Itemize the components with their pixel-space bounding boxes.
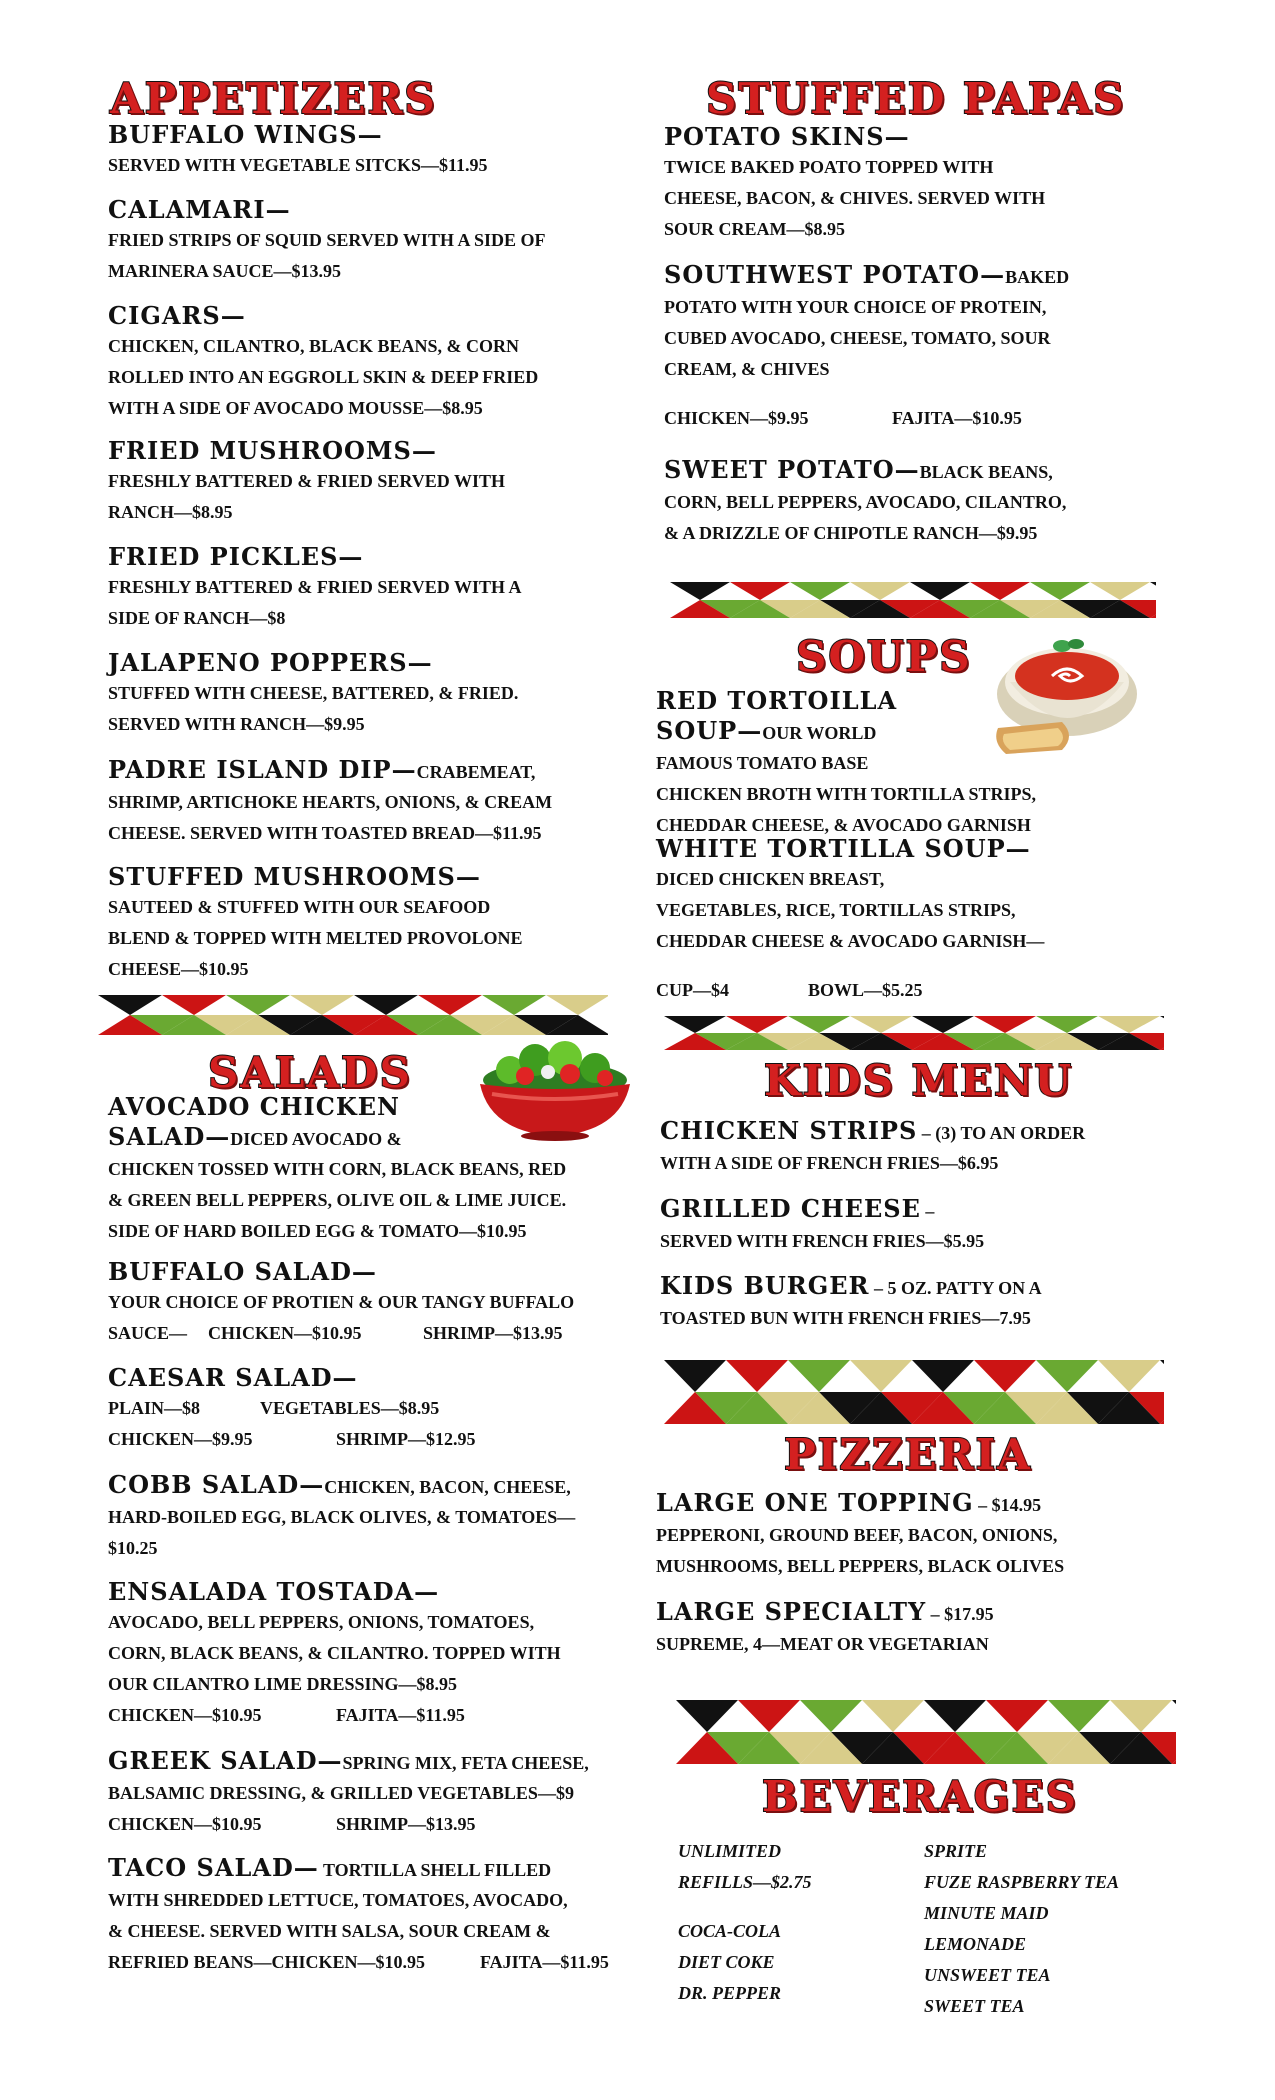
item-name: RED TORTOILLA SOUP—OUR WORLD <box>656 686 898 745</box>
beverage-list-left <box>678 1836 918 2009</box>
item-name: CALAMARI— <box>108 195 291 224</box>
beverage-item: SWEET TEA <box>924 1996 1025 2016</box>
item-inline-desc: BAKED <box>1005 267 1070 287</box>
menu-item <box>108 195 628 287</box>
item-desc: DICED CHICKEN BREAST, VEGETABLES, RICE, TORTILLAS STRIPS, CHEDDAR CHEESE & AVOCADO GARNISH— <box>656 869 1045 951</box>
menu-item <box>660 1271 1180 1334</box>
item-name: COBB SALAD—CHICKEN, BACON, CHEESE, <box>108 1470 571 1499</box>
item-desc: FRESHLY BATTERED & FRIED SERVED WITH RANCH—$8.95 <box>108 471 505 522</box>
decorative-triangle-border <box>676 1700 1176 1764</box>
beverage-item: UNSWEET TEA <box>924 1965 1051 1985</box>
item-price-row: SAUCE— CHICKEN—$10.95 SHRIMP—$13.95 <box>108 1323 563 1343</box>
item-desc: STUFFED WITH CHEESE, BATTERED, & FRIED. SERVED WITH RANCH—$9.95 <box>108 683 519 734</box>
item-name: STUFFED MUSHROOMS— <box>108 862 481 891</box>
menu-item <box>108 1092 628 1247</box>
item-name: GRILLED CHEESE – <box>660 1194 935 1223</box>
item-name: POTATO SKINS— <box>664 122 910 151</box>
salads-title: SALADS <box>208 1048 412 1097</box>
menu-item <box>108 1746 628 1840</box>
item-inline-desc: – $17.95 <box>926 1604 994 1624</box>
beverage-spacer <box>678 1898 918 1916</box>
item-desc: CHICKEN TOSSED WITH CORN, BLACK BEANS, RED & GREEN BELL PEPPERS, OLIVE OIL & LIME JUICE. SIDE OF HARD BOILED EGG & TOMATO—$10.95 <box>108 1159 567 1241</box>
menu-item <box>656 834 1176 1006</box>
item-inline-desc: – 5 OZ. PATTY ON A <box>869 1278 1042 1298</box>
pizzeria-title: PIZZERIA <box>784 1430 1032 1479</box>
item-desc: BALSAMIC DRESSING, & GRILLED VEGETABLES—$9 <box>108 1783 574 1803</box>
item-inline-desc: CRABEMEAT, <box>416 762 536 782</box>
item-inline-desc: – $14.95 <box>973 1495 1042 1515</box>
item-desc: HARD-BOILED EGG, BLACK OLIVES, & TOMATOES— $10.25 <box>108 1507 576 1558</box>
item-name: ENSALADA TOSTADA— <box>108 1577 440 1606</box>
item-price-row: PLAIN—$8 VEGETABLES—$8.95 <box>108 1398 440 1418</box>
item-price-row: CHICKEN—$9.95 SHRIMP—$12.95 <box>108 1429 476 1449</box>
item-desc: SHRIMP, ARTICHOKE HEARTS, ONIONS, & CREAM CHEESE. SERVED WITH TOASTED BREAD—$11.95 <box>108 792 553 843</box>
menu-item <box>664 455 1184 549</box>
item-desc: YOUR CHOICE OF PROTIEN & OUR TANGY BUFFALO <box>108 1292 575 1312</box>
menu-item <box>108 301 628 424</box>
item-name: BUFFALO WINGS— <box>108 120 383 149</box>
menu-item <box>108 1853 628 1978</box>
decorative-triangle-border <box>664 1016 1164 1050</box>
menu-item <box>656 686 1176 841</box>
menu-item <box>108 755 628 849</box>
beverage-item: DIET COKE <box>678 1952 775 1972</box>
decorative-triangle-border <box>98 995 608 1035</box>
menu-item <box>660 1194 1180 1257</box>
item-desc: CORN, BELL PEPPERS, AVOCADO, CILANTRO, & A DRIZZLE OF CHIPOTLE RANCH—$9.95 <box>664 492 1067 543</box>
decorative-triangle-border <box>664 1360 1164 1424</box>
beverage-item: COCA-COLA <box>678 1921 782 1941</box>
item-desc: CHICKEN, CILANTRO, BLACK BEANS, & CORN ROLLED INTO AN EGGROLL SKIN & DEEP FRIED WITH A SIDE OF AVOCADO MOUSSE—$8.95 <box>108 336 539 418</box>
menu-item <box>664 122 1184 245</box>
beverage-list-right <box>924 1836 1184 2022</box>
item-price-row: CUP—$4 BOWL—$5.25 <box>656 980 923 1000</box>
item-name: LARGE SPECIALTY – $17.95 <box>656 1597 994 1626</box>
item-inline-desc: – <box>920 1201 935 1221</box>
item-price-row: CHICKEN—$9.95 FAJITA—$10.95 <box>664 408 1022 428</box>
item-price-row: CHICKEN—$10.95 SHRIMP—$13.95 <box>108 1814 476 1834</box>
item-desc: FAMOUS TOMATO BASE CHICKEN BROTH WITH TORTILLA STRIPS, CHEDDAR CHEESE, & AVOCADO GARNISH <box>656 753 1036 835</box>
item-inline-desc: OUR WORLD <box>762 723 877 743</box>
item-price-row: CHICKEN—$10.95 FAJITA—$11.95 <box>108 1705 465 1725</box>
item-inline-desc: TORTILLA SHELL FILLED <box>318 1860 552 1880</box>
item-desc: SERVED WITH VEGETABLE SITCKS—$11.95 <box>108 155 488 175</box>
item-name: GREEK SALAD—SPRING MIX, FETA CHEESE, <box>108 1746 589 1775</box>
beverage-item: REFILLS—$2.75 <box>678 1872 812 1892</box>
menu-item <box>660 1116 1180 1179</box>
item-name: WHITE TORTILLA SOUP— <box>656 834 1031 863</box>
menu-item <box>108 542 628 634</box>
stuffed-papas-title: STUFFED PAPAS <box>706 74 1126 123</box>
item-price-row: REFRIED BEANS—CHICKEN—$10.95 FAJITA—$11.95 <box>108 1952 609 1972</box>
item-desc: TOASTED BUN WITH FRENCH FRIES—7.95 <box>660 1308 1031 1328</box>
item-name: CIGARS— <box>108 301 246 330</box>
item-name: AVOCADO CHICKEN SALAD—DICED AVOCADO & <box>108 1092 402 1151</box>
item-name: JALAPENO POPPERS— <box>108 648 433 677</box>
item-desc: AVOCADO, BELL PEPPERS, ONIONS, TOMATOES, CORN, BLACK BEANS, & CILANTRO. TOPPED WITH OUR CILANTRO LIME DRESSING—$8.95 <box>108 1612 561 1694</box>
menu-item <box>108 1470 628 1564</box>
item-desc: WITH A SIDE OF FRENCH FRIES—$6.95 <box>660 1153 999 1173</box>
beverage-item: MINUTE MAID <box>924 1903 1049 1923</box>
item-name: FRIED MUSHROOMS— <box>108 436 437 465</box>
decorative-triangle-border <box>670 582 1156 618</box>
beverages-title: BEVERAGES <box>762 1772 1078 1821</box>
item-name: SOUTHWEST POTATO—BAKED <box>664 260 1070 289</box>
item-name: LARGE ONE TOPPING – $14.95 <box>656 1488 1042 1517</box>
item-name: TACO SALAD— TORTILLA SHELL FILLED <box>108 1853 552 1882</box>
beverage-item: LEMONADE <box>924 1934 1027 1954</box>
item-desc: FRIED STRIPS OF SQUID SERVED WITH A SIDE OF MARINERA SAUCE—$13.95 <box>108 230 546 281</box>
beverage-item: SPRITE <box>924 1841 988 1861</box>
menu-item <box>656 1488 1176 1582</box>
appetizers-title: APPETIZERS <box>110 74 437 123</box>
item-desc: FRESHLY BATTERED & FRIED SERVED WITH A SIDE OF RANCH—$8 <box>108 577 522 628</box>
item-name: PADRE ISLAND DIP—CRABEMEAT, <box>108 755 536 784</box>
item-inline-desc: – (3) TO AN ORDER <box>917 1123 1086 1143</box>
item-desc: WITH SHREDDED LETTUCE, TOMATOES, AVOCADO, & CHEESE. SERVED WITH SALSA, SOUR CREAM & <box>108 1890 568 1941</box>
menu-item <box>664 260 1184 434</box>
beverage-item: UNLIMITED <box>678 1841 782 1861</box>
item-inline-desc: DICED AVOCADO & <box>230 1129 402 1149</box>
item-desc: SERVED WITH FRENCH FRIES—$5.95 <box>660 1231 985 1251</box>
item-name: FRIED PICKLES— <box>108 542 364 571</box>
menu-item <box>108 120 628 181</box>
item-name: BUFFALO SALAD— <box>108 1257 377 1286</box>
kids-menu-title: KIDS MENU <box>764 1056 1074 1105</box>
beverage-item: FUZE RASPBERRY TEA <box>924 1872 1120 1892</box>
item-desc: SUPREME, 4—MEAT OR VEGETARIAN <box>656 1634 989 1654</box>
menu-item <box>108 862 628 985</box>
item-inline-desc: BLACK BEANS, <box>919 462 1053 482</box>
menu-item <box>108 436 628 528</box>
menu-item <box>656 1597 1176 1660</box>
item-inline-desc: CHICKEN, BACON, CHEESE, <box>324 1477 571 1497</box>
menu-item <box>108 1363 628 1455</box>
menu-item <box>108 1577 628 1731</box>
item-desc: PEPPERONI, GROUND BEEF, BACON, ONIONS, MUSHROOMS, BELL PEPPERS, BLACK OLIVES <box>656 1525 1065 1576</box>
item-name: CAESAR SALAD— <box>108 1363 358 1392</box>
item-name: KIDS BURGER – 5 OZ. PATTY ON A <box>660 1271 1042 1300</box>
menu-item <box>108 648 628 740</box>
soups-title: SOUPS <box>796 632 972 681</box>
item-desc: SAUTEED & STUFFED WITH OUR SEAFOOD BLEND & TOPPED WITH MELTED PROVOLONE CHEESE—$10.95 <box>108 897 523 979</box>
menu-item <box>108 1257 628 1349</box>
item-desc: POTATO WITH YOUR CHOICE OF PROTEIN, CUBED AVOCADO, CHEESE, TOMATO, SOUR CREAM, & CHIVES <box>664 297 1051 379</box>
item-desc: TWICE BAKED POATO TOPPED WITH CHEESE, BACON, & CHIVES. SERVED WITH SOUR CREAM—$8.95 <box>664 157 1046 239</box>
item-inline-desc: SPRING MIX, FETA CHEESE, <box>342 1753 589 1773</box>
beverage-item: DR. PEPPER <box>678 1983 782 2003</box>
item-name: CHICKEN STRIPS – (3) TO AN ORDER <box>660 1116 1086 1145</box>
item-name: SWEET POTATO—BLACK BEANS, <box>664 455 1053 484</box>
